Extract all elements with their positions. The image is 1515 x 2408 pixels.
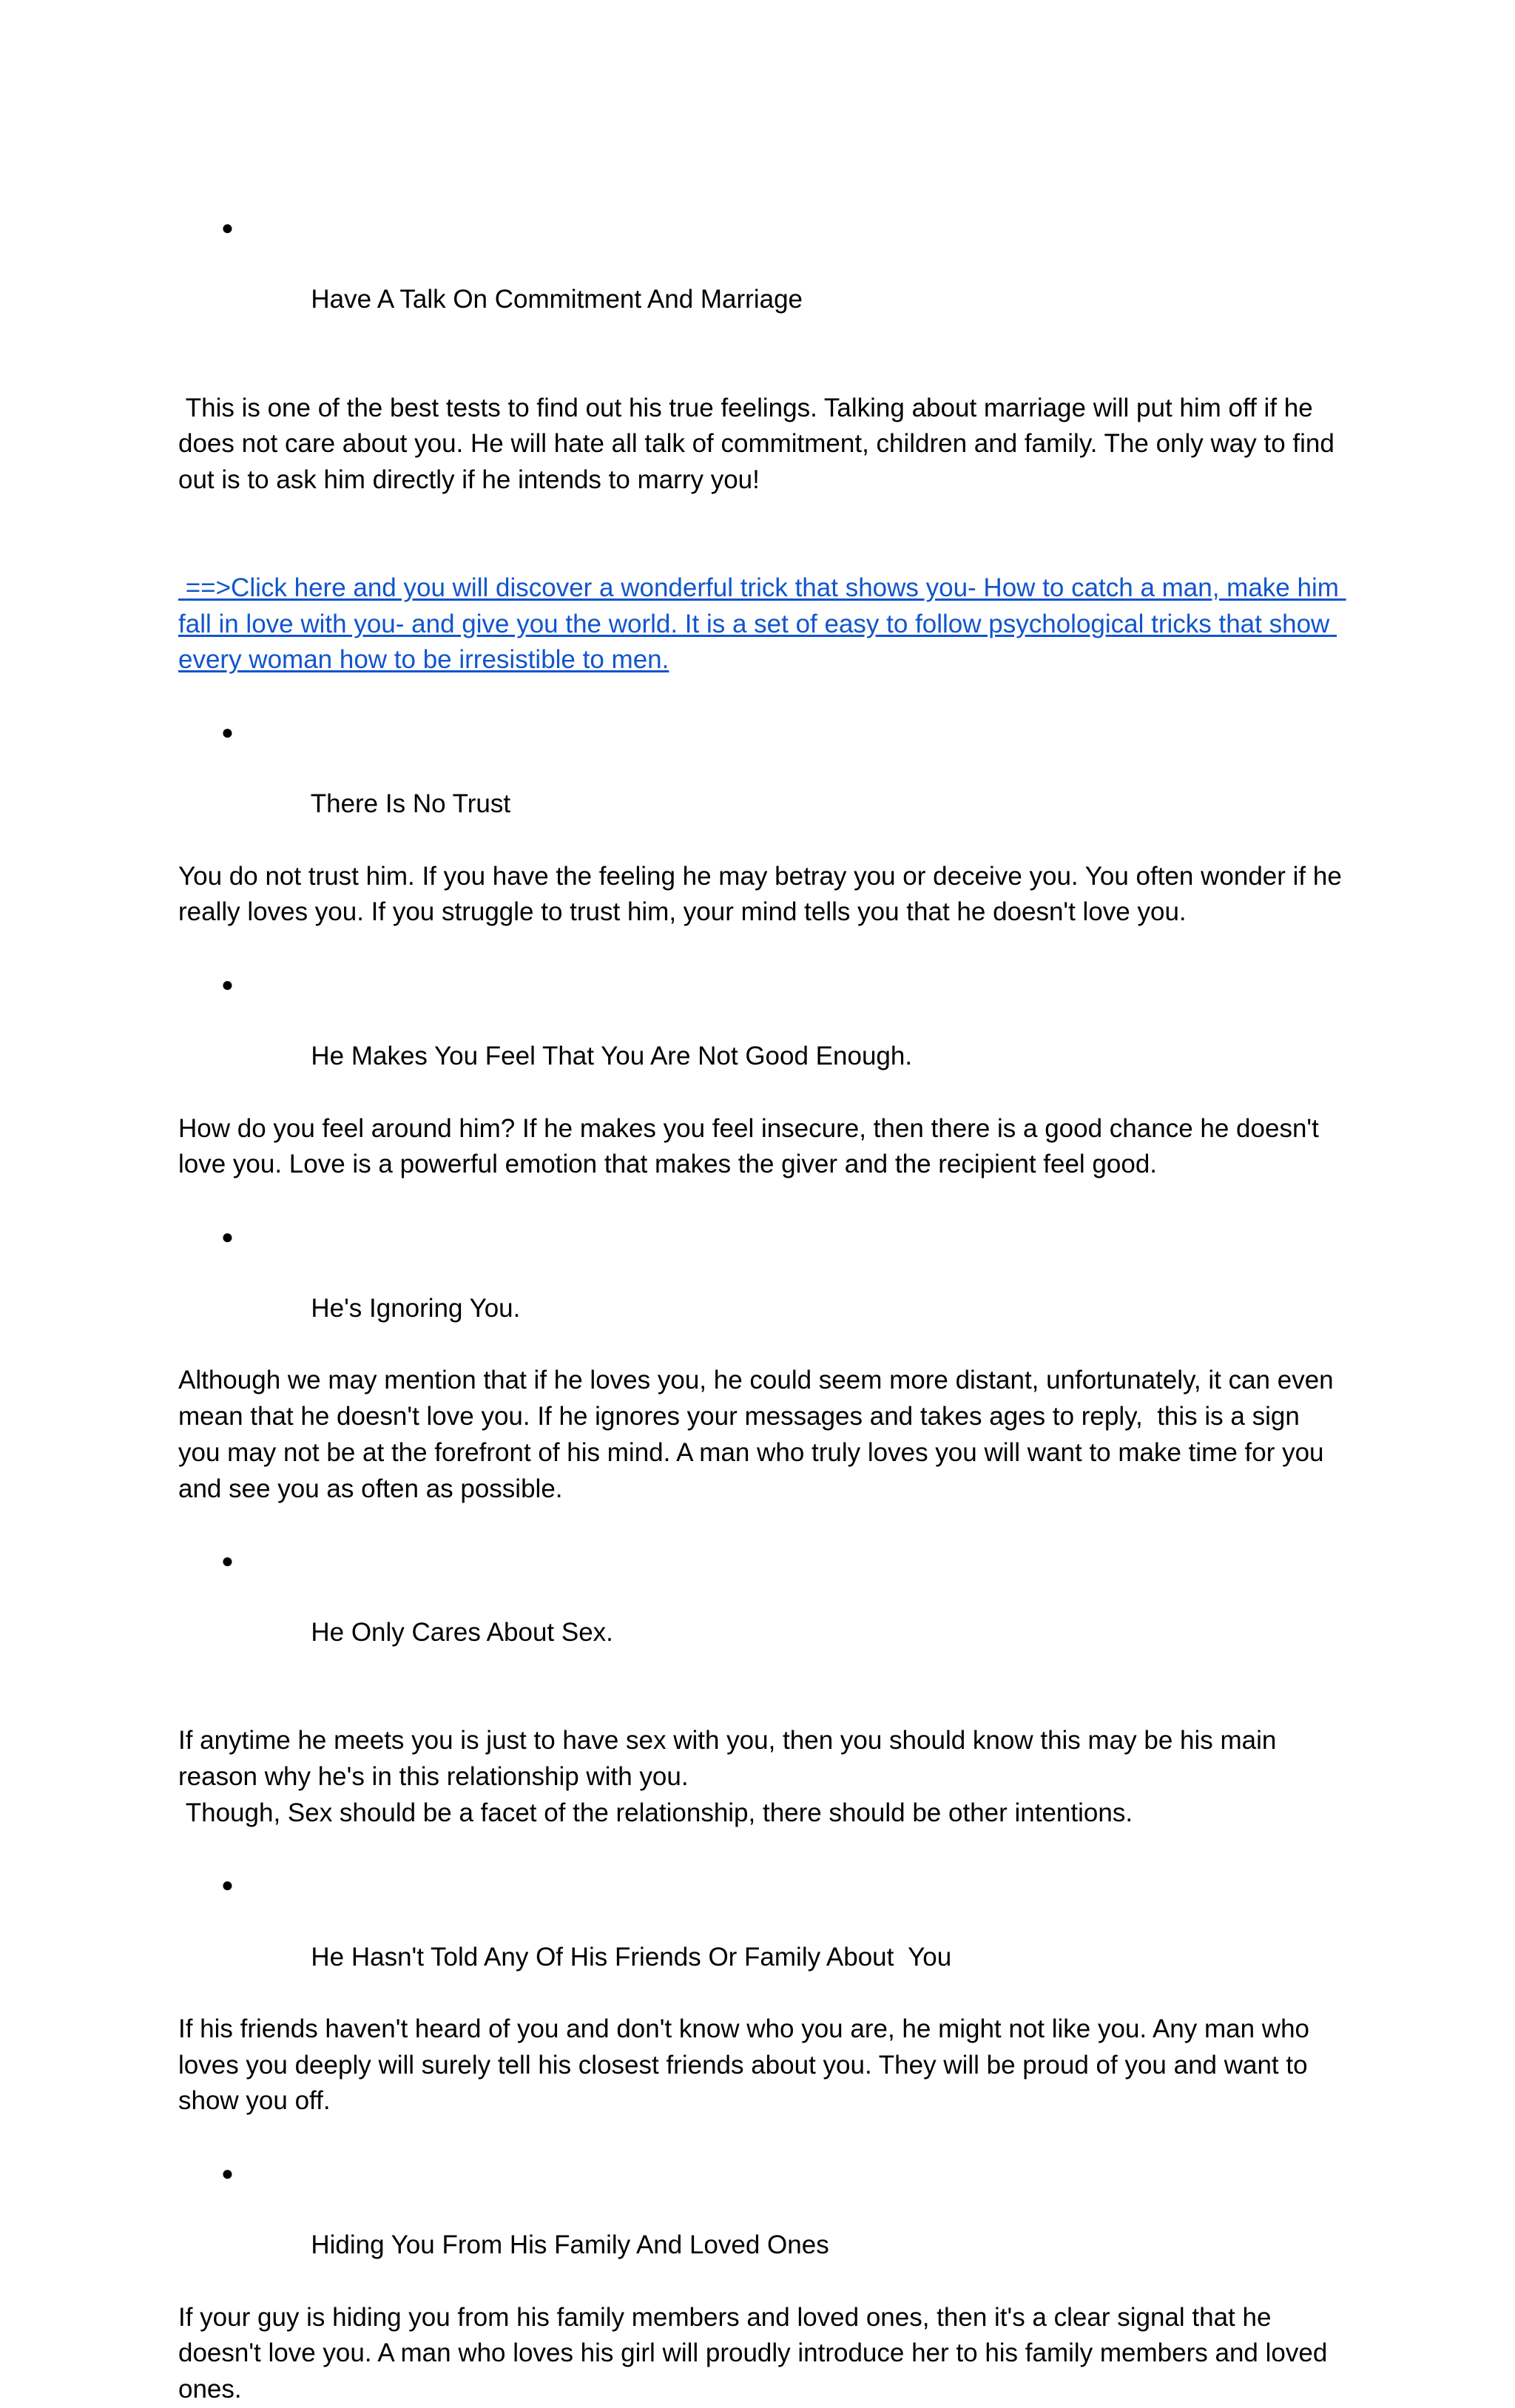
bullet-icon: ● [221,1548,234,1572]
spacer [178,1687,1347,1724]
paragraph-not-good-enough: How do you feel around him? If he makes you feel insecure, then there is a good chance he doesn't love you. Love is a powerful emotion that makes the giver and the recipient feel good. [178,1113,1326,1179]
bullet-icon: ● [221,2161,234,2185]
bullet-heading-friends [178,1867,1347,2011]
bullet-icon: ● [221,972,234,996]
heading-text: He's Ignoring You. [311,1294,521,1323]
paragraph-ignoring: Although we may mention that if he loves you, he could seem more distant, unfortunately, it can even mean that he doesn't love you. If he ignores your messages and takes ages to reply, this is a sign you may not be at the forefront of his mind. A man who truly loves you will want to make time for you and see you as often as possible. [178,1366,1341,1503]
bullet-heading-sex [178,1543,1347,1687]
spacer [178,499,1347,570]
bullet-heading-hiding [178,2156,1347,2300]
paragraph-trust: You do not trust him. If you have the feeling he may betray you or deceive you. You often wonder if he really loves you. If you struggle to trust him, your mind tells you that he doesn't love you. [178,861,1349,927]
bullet-icon: ● [221,720,234,743]
spacer [178,1183,1347,1219]
bullet-heading-commitment [178,210,1347,354]
spacer [178,1507,1347,1543]
bullet-icon: ● [221,1873,234,1897]
paragraph-hiding: If your guy is hiding you from his family members and loved ones, then it's a clear signal that he doesn't love you. A man who loves his girl will proudly introduce her to his family members and loved ones. [178,2302,1335,2404]
spacer [178,931,1347,967]
bullet-heading-trust [178,715,1347,859]
spacer [178,678,1347,715]
heading-text: Hiding You From His Family And Loved Ones [311,2230,829,2260]
spacer [178,1832,1347,1868]
spacer [178,2119,1347,2156]
heading-text: He Hasn't Told Any Of His Friends Or Family About You [311,1942,952,1972]
bullet-heading-ignoring [178,1219,1347,1363]
heading-text: Have A Talk On Commitment And Marriage [311,285,803,314]
bullet-heading-not-good-enough [178,967,1347,1111]
paragraph-friends: If his friends haven't heard of you and don't know who you are, he might not like you. Any man who loves you deeply will surely tell his closest friends about you. They will be proud of you and want to show you off. [178,2014,1317,2116]
document-body [178,210,1347,2408]
paragraph-commitment: This is one of the best tests to find out his true feelings. Talking about marriage will put him off if he does not care about you. He will hate all talk of commitment, children and family. The only way to find out is to ask him directly if he intends to marry you! [178,393,1342,494]
promo-link[interactable]: ==>Click here and you will discover a wonderful trick that shows you- How to catch a man, make him fall in love with you- and give you the world. It is a set of easy to follow psychological tricks that show every woman how to be irresistible to men. [178,573,1346,675]
bullet-icon: ● [221,216,234,239]
paragraph-sex: If anytime he meets you is just to have sex with you, then you should know this may be his main reason why he's in this relationship with you. Though, Sex should be a facet of the relationship, there should be other intentions. [178,1726,1277,1827]
spacer [178,354,1347,391]
bullet-icon: ● [221,1224,234,1248]
heading-text: He Makes You Feel That You Are Not Good Enough. [311,1042,913,1071]
heading-text: There Is No Trust [310,789,511,819]
heading-text: He Only Cares About Sex. [311,1618,613,1648]
